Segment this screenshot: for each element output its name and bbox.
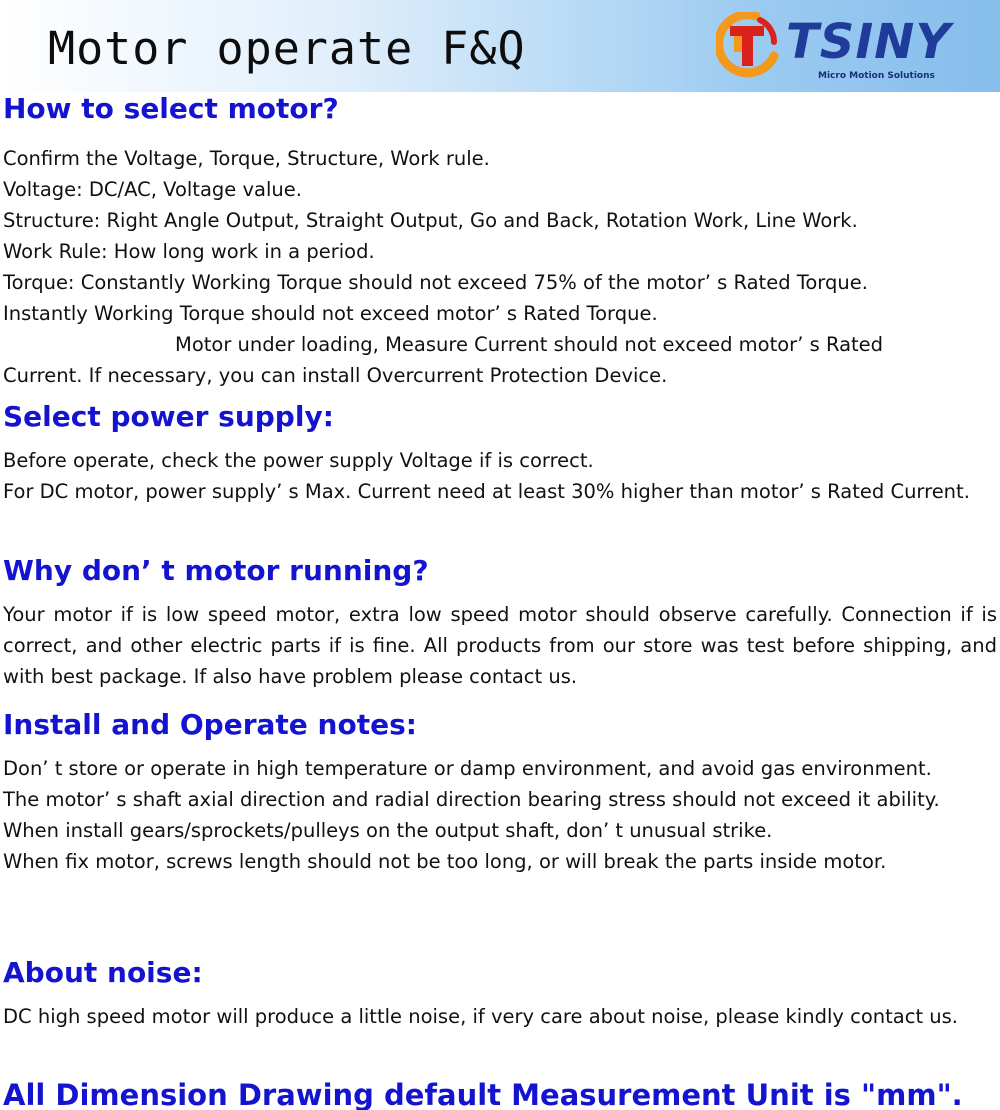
page-title: Motor operate F&Q [48,22,526,75]
faq-section-power-supply [3,400,997,507]
body-line: Before operate, check the power supply Voltage if is correct. [3,448,594,472]
section-title: Why don’ t motor running? [3,554,429,587]
body-line: For DC motor, power supply’ s Max. Current need at least 30% higher than motor’ s Rated Current. [3,479,970,503]
body-line: Voltage: DC/AC, Voltage value. [3,177,302,201]
body-line: Structure: Right Angle Output, Straight Output, Go and Back, Rotation Work, Line Work. [3,208,858,232]
section-title: How to select motor? [3,92,339,125]
section-paragraph: Your motor if is low speed motor, extra low speed motor should observe carefully. Connection if is correct, and other electric parts if is fine. All products from our store was test before shipping, and with best package. If also have problem please contact us. [3,602,997,688]
body-line: Current. If necessary, you can install Overcurrent Protection Device. [3,363,668,387]
unit-note-title: All Dimension Drawing default Measurement Unit is "mm". [3,1078,963,1110]
faq-section-not-running [3,554,997,692]
faq-section-install-notes [3,708,997,877]
page-header [0,0,1000,92]
section-body [3,143,997,391]
measurement-unit-note [3,1078,997,1110]
section-body [3,753,997,877]
body-line: Confirm the Voltage, Torque, Structure, Work rule. [3,146,490,170]
section-title: About noise: [3,956,203,989]
body-line: Instantly Working Torque should not exceed motor’ s Rated Torque. [3,301,658,325]
body-line: When install gears/sprockets/pulleys on the output shaft, don’ t unusual strike. [3,818,773,842]
body-line: Torque: Constantly Working Torque should not exceed 75% of the motor’ s Rated Torque. [3,270,868,294]
body-line: Motor under loading, Measure Current should not exceed motor’ s Rated [175,332,884,356]
section-body [3,445,997,507]
logo-tagline: Micro Motion Solutions [818,71,935,81]
faq-section-select-motor [3,92,997,391]
logo-wordmark: TSINY [786,14,952,70]
tsiny-logo-icon [716,12,780,78]
body-line: When fix motor, screws length should not be too long, or will break the parts inside motor. [3,849,887,873]
section-title: Select power supply: [3,400,334,433]
body-line: Don’ t store or operate in high temperature or damp environment, and avoid gas environment. [3,756,932,780]
section-title: Install and Operate notes: [3,708,417,741]
faq-section-noise [3,956,997,1032]
body-line: The motor’ s shaft axial direction and radial direction bearing stress should not exceed it ability. [3,787,940,811]
brand-logo [716,12,986,82]
section-paragraph: DC high speed motor will produce a little noise, if very care about noise, please kindly contact us. [3,1004,959,1028]
body-line: Work Rule: How long work in a period. [3,239,375,263]
